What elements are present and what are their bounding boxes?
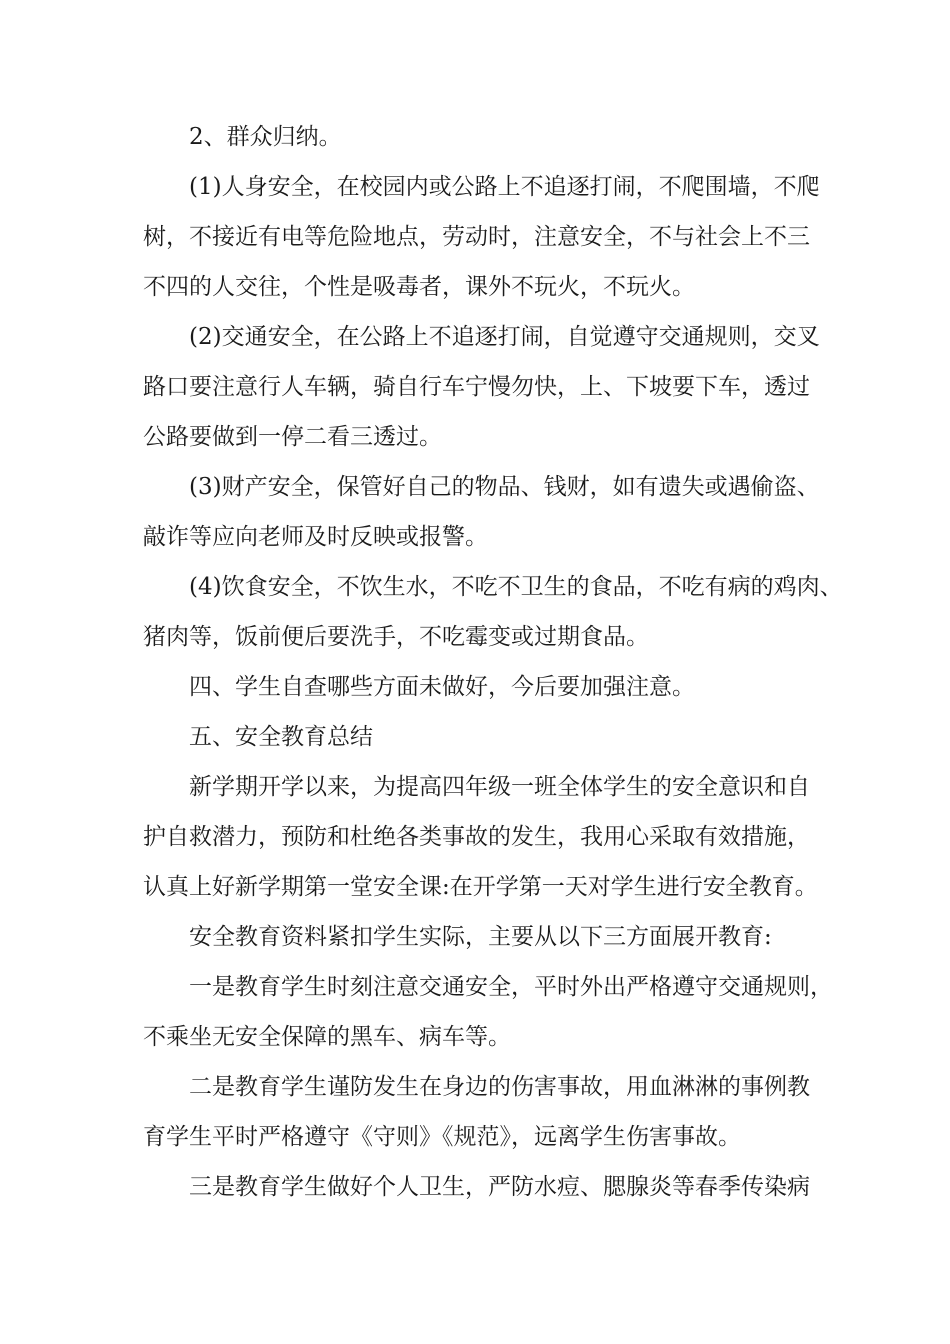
text-line: 二是教育学生谨防发生在身边的伤害事故，用血淋淋的事例教 [189,1074,810,1100]
text-line: 认真上好新学期第一堂安全课:在开学第一天对学生进行安全教育。 [143,874,818,900]
text-line: 敲诈等应向老师及时反映或报警。 [143,524,488,550]
paragraph [143,1168,833,1218]
text-line: 猪肉等，饭前便后要洗手，不吃霉变或过期食品。 [143,624,649,650]
paragraph [143,968,833,1068]
text-line: 三是教育学生做好个人卫生，严防水痘、腮腺炎等春季传染病 [189,1174,810,1200]
paragraph [143,768,833,918]
text-line: 树，不接近有电等危险地点，劳动时，注意安全，不与社会上不三 [143,224,810,250]
document-body [143,118,843,1218]
paragraph [143,718,833,768]
text-line: 四、学生自查哪些方面未做好，今后要加强注意。 [189,674,695,700]
text-line: 护自救潜力，预防和杜绝各类事故的发生，我用心采取有效措施， [143,824,810,850]
text-line: 公路要做到一停二看三透过。 [143,424,442,450]
text-line: 不乘坐无安全保障的黑车、病车等。 [143,1024,511,1050]
text-line: 五、安全教育总结 [189,724,373,750]
text-line: (3)财产安全，保管好自己的物品、钱财，如有遗失或遇偷盗、 [189,474,820,500]
text-line: (2)交通安全，在公路上不追逐打闹，自觉遵守交通规则，交叉 [189,324,820,350]
text-line: 新学期开学以来，为提高四年级一班全体学生的安全意识和自 [189,774,810,800]
paragraph [143,118,833,168]
text-line: 一是教育学生时刻注意交通安全，平时外出严格遵守交通规则， [189,974,833,1000]
paragraph [143,1068,833,1168]
paragraph [143,568,843,668]
text-line: 2、群众归纳。 [189,124,342,150]
text-line: (1)人身安全，在校园内或公路上不追逐打闹，不爬围墙，不爬 [189,174,820,200]
text-line: 育学生平时严格遵守《守则》《规范》，远离学生伤害事故。 [143,1124,741,1150]
text-line: 不四的人交往，个性是吸毒者，课外不玩火，不玩火。 [143,274,695,300]
text-line: (4)饮食安全，不饮生水，不吃不卫生的食品，不吃有病的鸡肉、 [189,574,843,600]
paragraph [143,168,833,318]
paragraph [143,668,833,718]
text-line: 路口要注意行人车辆，骑自行车宁慢勿快，上、下坡要下车，透过 [143,374,810,400]
text-line: 安全教育资料紧扣学生实际，主要从以下三方面展开教育: [189,924,772,950]
paragraph [143,318,833,468]
paragraph [143,468,833,568]
paragraph [143,918,833,968]
